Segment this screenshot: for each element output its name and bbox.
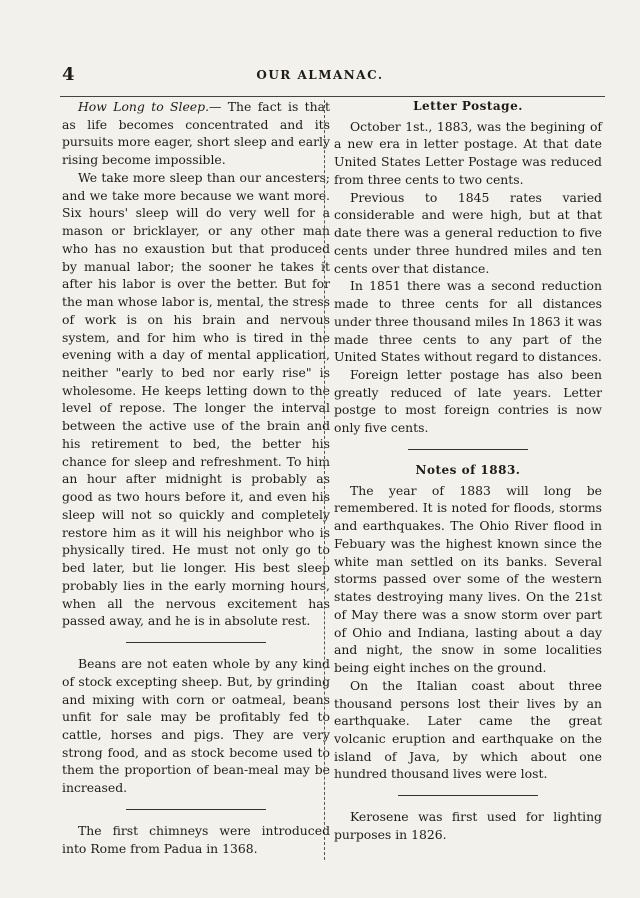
- section-rule: [126, 642, 266, 643]
- kerosene-article: Kerosene was first used for lighting purposes in 1826.: [334, 809, 602, 842]
- postage-para-1: October 1st., 1883, was the begining of a new era in letter postage. At that date United States Letter Postage was reduced from three cents to two cents.: [334, 118, 602, 187]
- sleep-article-lead: — The fact is that as life becomes concentrated and its pursuits more eager, short sleep and early rising become impossible.: [62, 99, 331, 168]
- notes-para-1: The year of 1883 will long be remembered. It is noted for floods, storms and earthquakes. The Ohio River flood in Febuary was the highest known since the white man settled on its banks. Several storms passed over some of the western states destroying many lives. On the 21st of May there was a snow storm over part of Ohio and Indiana, lasting about a day and night, the snow in some localities being eight inches on the ground.: [334, 482, 602, 676]
- column-divider: [324, 100, 325, 860]
- postage-heading: Letter Postage.: [413, 99, 523, 113]
- right-column: [334, 98, 602, 844]
- section-rule: [408, 449, 528, 450]
- sleep-article-intro: [62, 98, 330, 169]
- running-title: OUR ALMANAC.: [256, 68, 384, 82]
- notes-heading: Notes of 1883.: [415, 462, 521, 477]
- postage-para-3: In 1851 there was a second reduction made to three cents for all distances under three thousand miles In 1863 it was made three cents to any part of the United States without regard to distances.: [334, 278, 602, 365]
- beans-article: Beans are not eaten whole by any kind of stock excepting sheep. But, by grinding and mixing with corn or oatmeal, beans unfit for sale may be profitably fed to cattle, horses and pigs. They are very strong food, and as stock become used to them the proportion of bean-meal may be increased.: [62, 656, 330, 796]
- postage-para-4: Foreign letter postage has also been greatly reduced of late years. Letter postge to most foreign contries is now only five cents.: [334, 367, 602, 436]
- sleep-article-body: We take more sleep than our ancesters; and we take more because we want more. Six hours' sleep will do very well for a mason or bricklayer, or any other man who has no exaustion but that produced by manual labor; the sooner he takes it after his labor is over the better. But for the man whose labor is, mental, the stress of work is on his brain and nervous system, and for him who is tired in the evening with a day of mental application, neither "early to bed nor early rise" is wholesome. He keeps letting down to the level of repose. The longer the interval between the active use of the brain and his retirement to bed, the better his chance for sleep and refreshment. To him an hour after midnight is probably as good as two hours before it, and even his sleep will not so quickly and completely restore him as it will his neighbor who is physically tired. He must not only go to bed later, but lie longer. His best sleep probably lies in the early morning hours, when all the nervous excitement has passed away, and he is in absolute rest.: [62, 169, 330, 629]
- left-column: [62, 98, 330, 857]
- section-rule: [126, 809, 266, 810]
- page-number: 4: [62, 64, 75, 85]
- sleep-article-title: How Long to Sleep.: [78, 99, 210, 114]
- section-rule: [398, 795, 538, 796]
- postage-para-2: Previous to 1845 rates varied considerable and were high, but at that date there was a general reduction to five cents under three hundred miles and ten cents over that distance.: [334, 189, 602, 276]
- header-rule: [60, 96, 605, 97]
- notes-para-2: On the Italian coast about three thousand persons lost their lives by an earthquake. Later came the great volcanic eruption and earthquake on the island of Java, by which about one hundred thousand lives were lost.: [334, 677, 602, 782]
- chimneys-article: The first chimneys were introduced into Rome from Padua in 1368.: [62, 822, 330, 856]
